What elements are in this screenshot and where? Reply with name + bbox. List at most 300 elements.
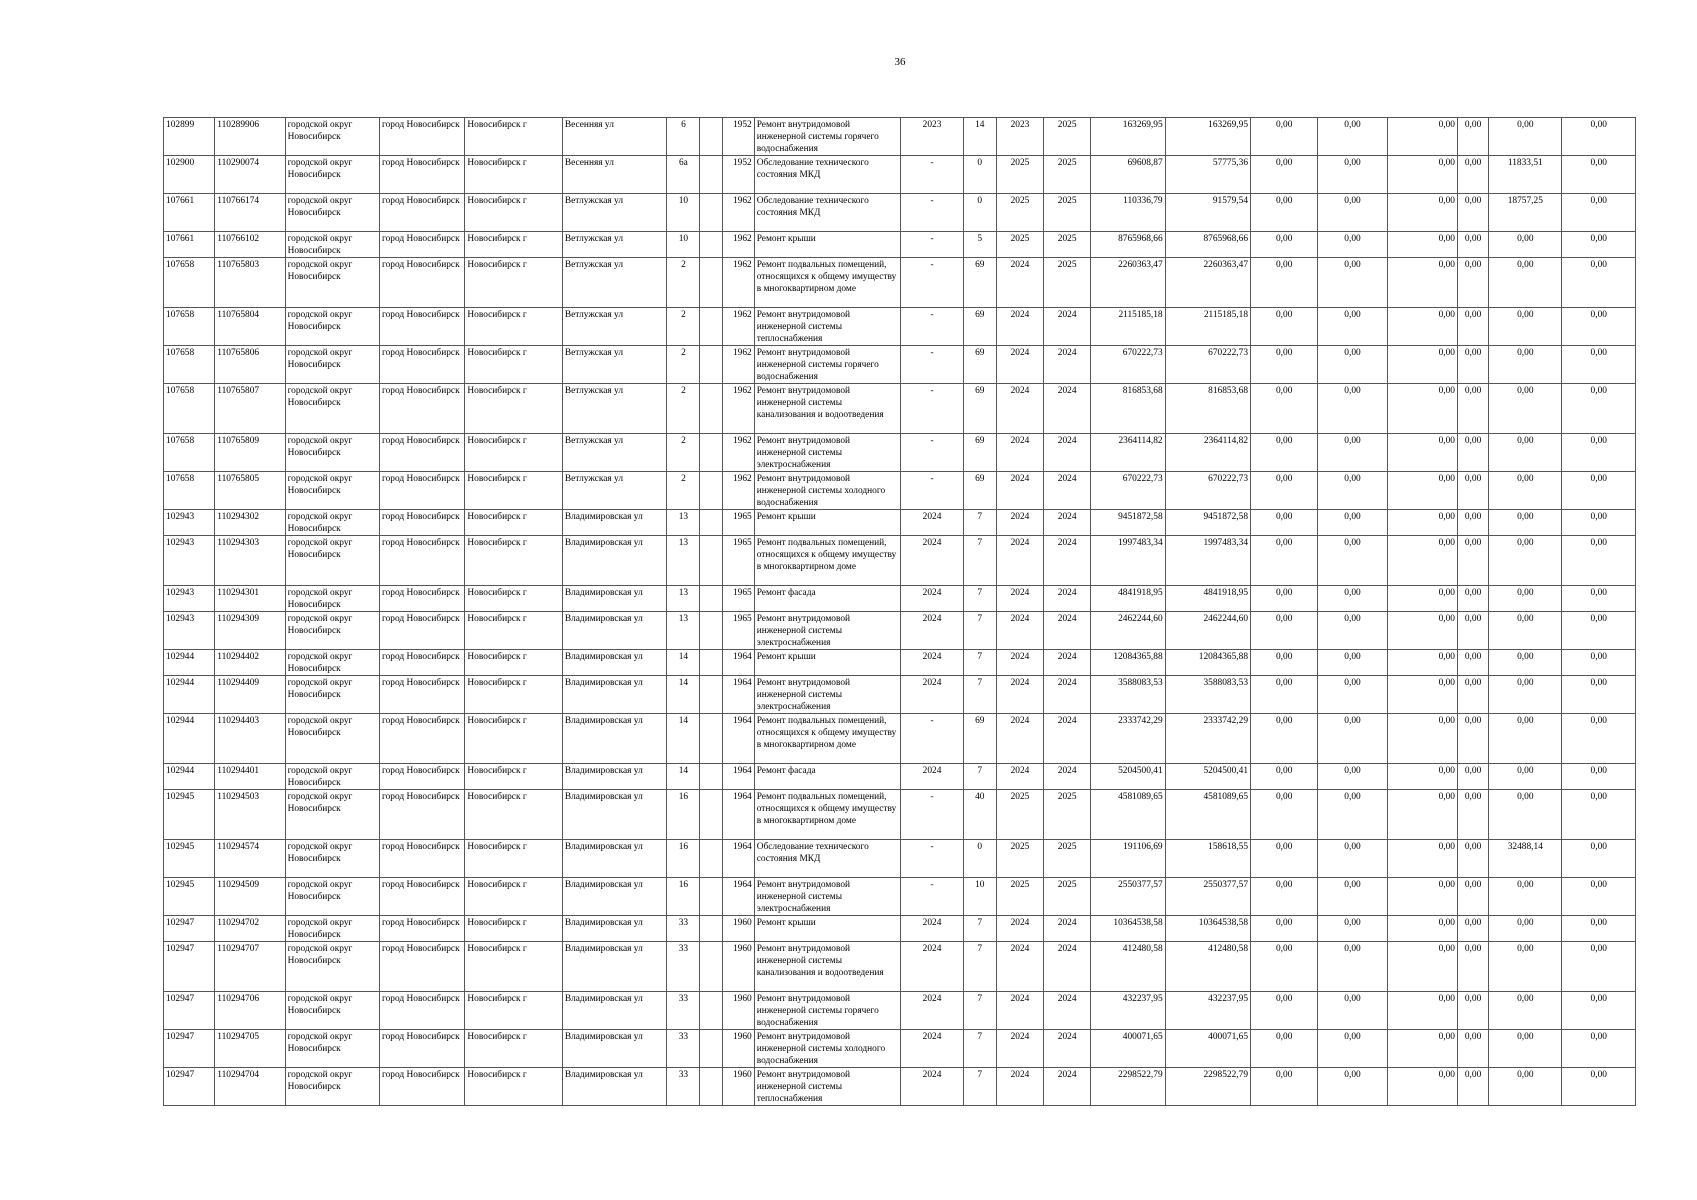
cell-work-type: Ремонт внутридомовой инженерной системы электроснабжения	[754, 878, 901, 916]
cell-city: Новосибирск г	[465, 258, 562, 308]
table-row	[164, 764, 1636, 790]
cell-extra-funds: 0,00	[1562, 434, 1636, 472]
cell-city: Новосибирск г	[465, 612, 562, 650]
cell-owner-funds: 0,00	[1457, 612, 1488, 650]
cell-street: Владимировская ул	[562, 916, 666, 942]
cell-extra-funds: 0,00	[1562, 676, 1636, 714]
table-row	[164, 258, 1636, 308]
cell-other-funds: 0,00	[1489, 510, 1562, 536]
cell-settlement: город Новосибирск	[380, 764, 465, 790]
cell-extra-funds: 0,00	[1562, 156, 1636, 194]
cell-start-year: 2024	[996, 612, 1043, 650]
cell-work-id: 110766174	[215, 194, 285, 232]
cell-owner-funds: 0,00	[1457, 434, 1488, 472]
cell-rate: 69	[963, 434, 996, 472]
cell-city: Новосибирск г	[465, 434, 562, 472]
cell-extra-funds: 0,00	[1562, 346, 1636, 384]
cell-fund-cost: 670222,73	[1165, 472, 1250, 510]
cell-federal-funds: 0,00	[1251, 118, 1318, 156]
cell-end-year: 2024	[1044, 384, 1091, 434]
cell-owner-funds: 0,00	[1457, 472, 1488, 510]
cell-year-built: 1964	[722, 878, 754, 916]
cell-regional-funds: 0,00	[1318, 1030, 1387, 1068]
cell-end-year: 2025	[1044, 232, 1091, 258]
cell-street: Владимировская ул	[562, 942, 666, 992]
cell-local-funds: 0,00	[1387, 714, 1457, 764]
cell-street: Владимировская ул	[562, 764, 666, 790]
cell-house-number: 16	[667, 878, 700, 916]
cell-municipality: городской округ Новосибирск	[285, 650, 379, 676]
cell-house-number: 33	[667, 916, 700, 942]
cell-house-id: 107658	[164, 346, 215, 384]
table-body	[164, 118, 1636, 1106]
cell-house-number: 33	[667, 1068, 700, 1106]
cell-end-year: 2024	[1044, 1068, 1091, 1106]
table-row	[164, 676, 1636, 714]
cell-house-number: 2	[667, 308, 700, 346]
cell-year-built: 1952	[722, 118, 754, 156]
cell-owner-funds: 0,00	[1457, 992, 1488, 1030]
cell-municipality: городской округ Новосибирск	[285, 586, 379, 612]
cell-rate: 40	[963, 790, 996, 840]
cell-federal-funds: 0,00	[1251, 764, 1318, 790]
cell-settlement: город Новосибирск	[380, 118, 465, 156]
table-row	[164, 612, 1636, 650]
cell-house-id: 102947	[164, 992, 215, 1030]
data-table	[163, 117, 1636, 1106]
cell-work-type: Ремонт внутридомовой инженерной системы канализования и водоотведения	[754, 942, 901, 992]
cell-city: Новосибирск г	[465, 992, 562, 1030]
cell-total-cost: 69608,87	[1091, 156, 1165, 194]
cell-federal-funds: 0,00	[1251, 612, 1318, 650]
cell-building	[700, 942, 722, 992]
cell-total-cost: 2298522,79	[1091, 1068, 1165, 1106]
cell-end-year: 2025	[1044, 156, 1091, 194]
cell-other-funds: 0,00	[1489, 650, 1562, 676]
cell-fund-cost: 10364538,58	[1165, 916, 1250, 942]
cell-building	[700, 992, 722, 1030]
cell-work-type: Ремонт подвальных помещений, относящихся к общему имуществу в многоквартирном доме	[754, 258, 901, 308]
cell-owner-funds: 0,00	[1457, 194, 1488, 232]
cell-municipality: городской округ Новосибирск	[285, 194, 379, 232]
cell-street: Владимировская ул	[562, 612, 666, 650]
cell-extra-funds: 0,00	[1562, 586, 1636, 612]
cell-settlement: город Новосибирск	[380, 612, 465, 650]
cell-local-funds: 0,00	[1387, 118, 1457, 156]
cell-municipality: городской округ Новосибирск	[285, 790, 379, 840]
cell-owner-funds: 0,00	[1457, 650, 1488, 676]
cell-plan-year: -	[901, 156, 963, 194]
cell-fund-cost: 816853,68	[1165, 384, 1250, 434]
cell-street: Владимировская ул	[562, 586, 666, 612]
cell-house-id: 107658	[164, 472, 215, 510]
cell-start-year: 2023	[996, 118, 1043, 156]
cell-start-year: 2024	[996, 676, 1043, 714]
cell-local-funds: 0,00	[1387, 308, 1457, 346]
cell-house-id: 102947	[164, 1068, 215, 1106]
cell-city: Новосибирск г	[465, 942, 562, 992]
cell-municipality: городской округ Новосибирск	[285, 510, 379, 536]
cell-end-year: 2025	[1044, 840, 1091, 878]
cell-house-number: 33	[667, 942, 700, 992]
cell-settlement: город Новосибирск	[380, 510, 465, 536]
cell-year-built: 1964	[722, 676, 754, 714]
cell-plan-year: 2024	[901, 650, 963, 676]
cell-house-number: 33	[667, 1030, 700, 1068]
table-row	[164, 790, 1636, 840]
cell-year-built: 1964	[722, 840, 754, 878]
cell-total-cost: 3588083,53	[1091, 676, 1165, 714]
cell-start-year: 2025	[996, 194, 1043, 232]
cell-rate: 0	[963, 840, 996, 878]
cell-municipality: городской округ Новосибирск	[285, 612, 379, 650]
table-row	[164, 840, 1636, 878]
cell-house-number: 16	[667, 840, 700, 878]
cell-start-year: 2024	[996, 472, 1043, 510]
cell-house-number: 10	[667, 232, 700, 258]
cell-total-cost: 12084365,88	[1091, 650, 1165, 676]
cell-work-type: Обследование технического состояния МКД	[754, 194, 901, 232]
cell-rate: 7	[963, 916, 996, 942]
cell-year-built: 1964	[722, 714, 754, 764]
cell-local-funds: 0,00	[1387, 840, 1457, 878]
cell-local-funds: 0,00	[1387, 764, 1457, 790]
cell-start-year: 2024	[996, 308, 1043, 346]
cell-house-number: 13	[667, 536, 700, 586]
cell-other-funds: 0,00	[1489, 384, 1562, 434]
cell-building	[700, 194, 722, 232]
cell-building	[700, 232, 722, 258]
cell-regional-funds: 0,00	[1318, 764, 1387, 790]
cell-work-type: Ремонт крыши	[754, 650, 901, 676]
cell-house-id: 102945	[164, 878, 215, 916]
cell-owner-funds: 0,00	[1457, 764, 1488, 790]
cell-rate: 7	[963, 510, 996, 536]
cell-settlement: город Новосибирск	[380, 992, 465, 1030]
cell-house-id: 107661	[164, 194, 215, 232]
cell-regional-funds: 0,00	[1318, 258, 1387, 308]
cell-house-number: 10	[667, 194, 700, 232]
cell-work-id: 110294704	[215, 1068, 285, 1106]
cell-regional-funds: 0,00	[1318, 346, 1387, 384]
cell-local-funds: 0,00	[1387, 258, 1457, 308]
cell-regional-funds: 0,00	[1318, 156, 1387, 194]
cell-end-year: 2024	[1044, 612, 1091, 650]
cell-federal-funds: 0,00	[1251, 232, 1318, 258]
cell-work-type: Ремонт внутридомовой инженерной системы электроснабжения	[754, 612, 901, 650]
cell-local-funds: 0,00	[1387, 434, 1457, 472]
cell-plan-year: -	[901, 878, 963, 916]
cell-total-cost: 9451872,58	[1091, 510, 1165, 536]
cell-city: Новосибирск г	[465, 232, 562, 258]
cell-city: Новосибирск г	[465, 346, 562, 384]
cell-municipality: городской округ Новосибирск	[285, 258, 379, 308]
cell-city: Новосибирск г	[465, 510, 562, 536]
cell-year-built: 1960	[722, 1068, 754, 1106]
cell-street: Ветлужская ул	[562, 232, 666, 258]
cell-end-year: 2024	[1044, 916, 1091, 942]
cell-total-cost: 8765968,66	[1091, 232, 1165, 258]
cell-federal-funds: 0,00	[1251, 650, 1318, 676]
cell-start-year: 2024	[996, 650, 1043, 676]
cell-total-cost: 2364114,82	[1091, 434, 1165, 472]
cell-total-cost: 670222,73	[1091, 346, 1165, 384]
table-row	[164, 878, 1636, 916]
cell-settlement: город Новосибирск	[380, 676, 465, 714]
cell-extra-funds: 0,00	[1562, 790, 1636, 840]
cell-work-id: 110766102	[215, 232, 285, 258]
cell-local-funds: 0,00	[1387, 992, 1457, 1030]
cell-city: Новосибирск г	[465, 472, 562, 510]
cell-house-number: 13	[667, 510, 700, 536]
cell-plan-year: 2023	[901, 118, 963, 156]
cell-other-funds: 0,00	[1489, 764, 1562, 790]
cell-work-type: Ремонт крыши	[754, 916, 901, 942]
cell-rate: 0	[963, 156, 996, 194]
cell-street: Владимировская ул	[562, 510, 666, 536]
cell-local-funds: 0,00	[1387, 650, 1457, 676]
table-row	[164, 942, 1636, 992]
cell-end-year: 2024	[1044, 992, 1091, 1030]
cell-plan-year: -	[901, 714, 963, 764]
cell-start-year: 2024	[996, 714, 1043, 764]
cell-plan-year: -	[901, 258, 963, 308]
cell-rate: 7	[963, 992, 996, 1030]
cell-settlement: город Новосибирск	[380, 650, 465, 676]
cell-owner-funds: 0,00	[1457, 790, 1488, 840]
cell-plan-year: -	[901, 840, 963, 878]
cell-year-built: 1952	[722, 156, 754, 194]
cell-federal-funds: 0,00	[1251, 434, 1318, 472]
cell-regional-funds: 0,00	[1318, 942, 1387, 992]
cell-other-funds: 18757,25	[1489, 194, 1562, 232]
cell-start-year: 2024	[996, 942, 1043, 992]
cell-local-funds: 0,00	[1387, 156, 1457, 194]
cell-owner-funds: 0,00	[1457, 916, 1488, 942]
cell-work-type: Ремонт внутридомовой инженерной системы горячего водоснабжения	[754, 992, 901, 1030]
cell-start-year: 2024	[996, 510, 1043, 536]
cell-settlement: город Новосибирск	[380, 586, 465, 612]
cell-extra-funds: 0,00	[1562, 840, 1636, 878]
cell-work-id: 110294509	[215, 878, 285, 916]
cell-other-funds: 0,00	[1489, 992, 1562, 1030]
cell-federal-funds: 0,00	[1251, 714, 1318, 764]
cell-building	[700, 384, 722, 434]
cell-plan-year: 2024	[901, 510, 963, 536]
cell-federal-funds: 0,00	[1251, 308, 1318, 346]
cell-end-year: 2024	[1044, 308, 1091, 346]
cell-municipality: городской округ Новосибирск	[285, 536, 379, 586]
cell-local-funds: 0,00	[1387, 612, 1457, 650]
table-row	[164, 194, 1636, 232]
cell-house-id: 102945	[164, 840, 215, 878]
cell-start-year: 2025	[996, 878, 1043, 916]
cell-work-id: 110294503	[215, 790, 285, 840]
cell-municipality: городской округ Новосибирск	[285, 764, 379, 790]
cell-end-year: 2024	[1044, 586, 1091, 612]
cell-year-built: 1965	[722, 612, 754, 650]
cell-extra-funds: 0,00	[1562, 194, 1636, 232]
cell-year-built: 1965	[722, 586, 754, 612]
cell-fund-cost: 158618,55	[1165, 840, 1250, 878]
cell-owner-funds: 0,00	[1457, 346, 1488, 384]
cell-work-id: 110294301	[215, 586, 285, 612]
cell-house-number: 13	[667, 586, 700, 612]
cell-federal-funds: 0,00	[1251, 258, 1318, 308]
cell-fund-cost: 670222,73	[1165, 346, 1250, 384]
cell-extra-funds: 0,00	[1562, 308, 1636, 346]
cell-local-funds: 0,00	[1387, 586, 1457, 612]
cell-end-year: 2024	[1044, 434, 1091, 472]
cell-rate: 7	[963, 536, 996, 586]
cell-owner-funds: 0,00	[1457, 878, 1488, 916]
table-row	[164, 536, 1636, 586]
cell-plan-year: -	[901, 472, 963, 510]
cell-street: Владимировская ул	[562, 650, 666, 676]
cell-municipality: городской округ Новосибирск	[285, 384, 379, 434]
cell-street: Весенняя ул	[562, 118, 666, 156]
table-row	[164, 434, 1636, 472]
cell-total-cost: 5204500,41	[1091, 764, 1165, 790]
cell-total-cost: 816853,68	[1091, 384, 1165, 434]
cell-regional-funds: 0,00	[1318, 472, 1387, 510]
cell-street: Ветлужская ул	[562, 308, 666, 346]
cell-local-funds: 0,00	[1387, 194, 1457, 232]
cell-street: Владимировская ул	[562, 676, 666, 714]
cell-municipality: городской округ Новосибирск	[285, 232, 379, 258]
cell-year-built: 1962	[722, 258, 754, 308]
cell-work-type: Ремонт внутридомовой инженерной системы электроснабжения	[754, 434, 901, 472]
cell-building	[700, 118, 722, 156]
cell-year-built: 1964	[722, 790, 754, 840]
cell-year-built: 1960	[722, 992, 754, 1030]
cell-end-year: 2025	[1044, 878, 1091, 916]
cell-work-id: 110289906	[215, 118, 285, 156]
cell-work-id: 110765806	[215, 346, 285, 384]
cell-city: Новосибирск г	[465, 156, 562, 194]
cell-start-year: 2024	[996, 764, 1043, 790]
cell-start-year: 2025	[996, 840, 1043, 878]
cell-city: Новосибирск г	[465, 714, 562, 764]
cell-regional-funds: 0,00	[1318, 790, 1387, 840]
cell-other-funds: 11833,51	[1489, 156, 1562, 194]
table-row	[164, 992, 1636, 1030]
cell-end-year: 2025	[1044, 258, 1091, 308]
cell-end-year: 2025	[1044, 118, 1091, 156]
cell-city: Новосибирск г	[465, 764, 562, 790]
cell-end-year: 2025	[1044, 790, 1091, 840]
cell-street: Владимировская ул	[562, 714, 666, 764]
cell-owner-funds: 0,00	[1457, 942, 1488, 992]
cell-work-type: Ремонт подвальных помещений, относящихся к общему имуществу в многоквартирном доме	[754, 536, 901, 586]
cell-year-built: 1962	[722, 472, 754, 510]
cell-start-year: 2024	[996, 536, 1043, 586]
cell-work-type: Ремонт фасада	[754, 764, 901, 790]
cell-house-id: 102943	[164, 510, 215, 536]
cell-other-funds: 0,00	[1489, 536, 1562, 586]
cell-owner-funds: 0,00	[1457, 384, 1488, 434]
cell-city: Новосибирск г	[465, 840, 562, 878]
cell-total-cost: 432237,95	[1091, 992, 1165, 1030]
cell-fund-cost: 400071,65	[1165, 1030, 1250, 1068]
cell-other-funds: 32488,14	[1489, 840, 1562, 878]
cell-house-number: 14	[667, 714, 700, 764]
cell-year-built: 1962	[722, 232, 754, 258]
cell-work-type: Ремонт подвальных помещений, относящихся к общему имуществу в многоквартирном доме	[754, 790, 901, 840]
cell-rate: 7	[963, 676, 996, 714]
cell-local-funds: 0,00	[1387, 790, 1457, 840]
cell-federal-funds: 0,00	[1251, 586, 1318, 612]
cell-owner-funds: 0,00	[1457, 118, 1488, 156]
cell-house-number: 2	[667, 384, 700, 434]
cell-plan-year: 2024	[901, 586, 963, 612]
cell-total-cost: 1997483,34	[1091, 536, 1165, 586]
cell-house-id: 102900	[164, 156, 215, 194]
cell-settlement: город Новосибирск	[380, 194, 465, 232]
cell-regional-funds: 0,00	[1318, 916, 1387, 942]
cell-extra-funds: 0,00	[1562, 258, 1636, 308]
cell-settlement: город Новосибирск	[380, 916, 465, 942]
cell-other-funds: 0,00	[1489, 346, 1562, 384]
cell-regional-funds: 0,00	[1318, 384, 1387, 434]
cell-total-cost: 412480,58	[1091, 942, 1165, 992]
cell-year-built: 1962	[722, 384, 754, 434]
cell-work-id: 110765804	[215, 308, 285, 346]
cell-year-built: 1965	[722, 536, 754, 586]
cell-city: Новосибирск г	[465, 194, 562, 232]
cell-local-funds: 0,00	[1387, 676, 1457, 714]
cell-year-built: 1960	[722, 1030, 754, 1068]
cell-fund-cost: 1997483,34	[1165, 536, 1250, 586]
cell-regional-funds: 0,00	[1318, 232, 1387, 258]
cell-total-cost: 2115185,18	[1091, 308, 1165, 346]
cell-end-year: 2024	[1044, 942, 1091, 992]
cell-city: Новосибирск г	[465, 790, 562, 840]
cell-plan-year: 2024	[901, 992, 963, 1030]
cell-settlement: город Новосибирск	[380, 258, 465, 308]
cell-house-number: 33	[667, 992, 700, 1030]
cell-work-id: 110765809	[215, 434, 285, 472]
cell-owner-funds: 0,00	[1457, 1030, 1488, 1068]
cell-settlement: город Новосибирск	[380, 384, 465, 434]
cell-house-number: 2	[667, 472, 700, 510]
cell-city: Новосибирск г	[465, 308, 562, 346]
cell-street: Весенняя ул	[562, 156, 666, 194]
cell-regional-funds: 0,00	[1318, 612, 1387, 650]
cell-city: Новосибирск г	[465, 118, 562, 156]
cell-plan-year: -	[901, 308, 963, 346]
cell-building	[700, 714, 722, 764]
cell-federal-funds: 0,00	[1251, 510, 1318, 536]
cell-house-number: 14	[667, 764, 700, 790]
cell-federal-funds: 0,00	[1251, 194, 1318, 232]
cell-municipality: городской округ Новосибирск	[285, 714, 379, 764]
cell-house-id: 102943	[164, 612, 215, 650]
cell-other-funds: 0,00	[1489, 434, 1562, 472]
cell-work-id: 110765803	[215, 258, 285, 308]
cell-federal-funds: 0,00	[1251, 676, 1318, 714]
cell-year-built: 1962	[722, 434, 754, 472]
cell-regional-funds: 0,00	[1318, 434, 1387, 472]
cell-work-type: Обследование технического состояния МКД	[754, 840, 901, 878]
cell-other-funds: 0,00	[1489, 118, 1562, 156]
cell-city: Новосибирск г	[465, 1068, 562, 1106]
cell-extra-funds: 0,00	[1562, 536, 1636, 586]
cell-building	[700, 346, 722, 384]
cell-total-cost: 2462244,60	[1091, 612, 1165, 650]
cell-local-funds: 0,00	[1387, 942, 1457, 992]
cell-start-year: 2024	[996, 1068, 1043, 1106]
